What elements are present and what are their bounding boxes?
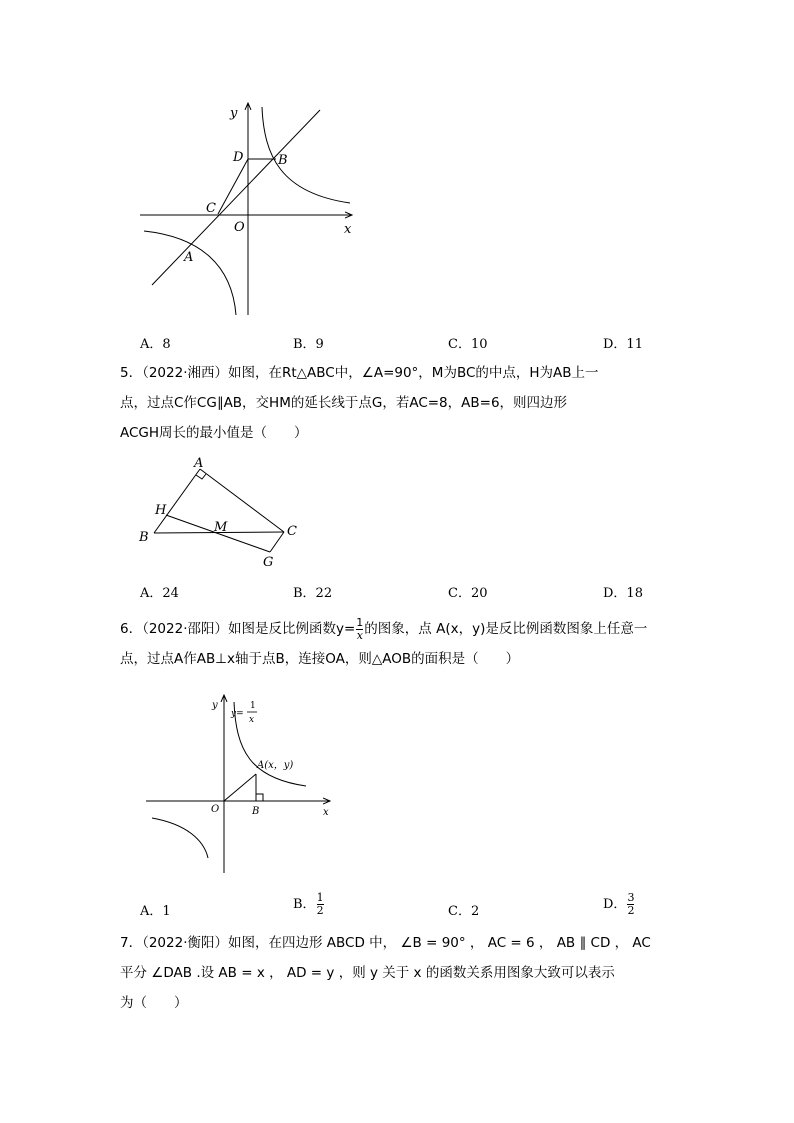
q6-option-b-den: 2 xyxy=(316,904,324,917)
q4-option-d[interactable]: D．11 xyxy=(603,337,643,352)
q5-line-3: ACGH周长的最小值是（ ） xyxy=(120,425,308,441)
q6-fraction xyxy=(356,617,363,642)
q6-option-c[interactable]: C．2 xyxy=(448,904,480,919)
q5-line-1: 5．（2022·湘西）如图，在Rt△ABC中，∠A=90°，M为BC的中点，H为AB上一 xyxy=(120,365,599,381)
q6-frac-den: x xyxy=(356,628,363,642)
q5-option-d[interactable]: D．18 xyxy=(603,586,643,601)
q7-line-1: 7．（2022·衡阳）如图，在四边形 ABCD 中， ∠B = 90° ， AC = 6 ， AB ∥ CD ， AC xyxy=(120,935,651,951)
q5-option-b[interactable]: B．22 xyxy=(293,586,333,601)
label-c: C xyxy=(287,524,297,539)
label-a: A xyxy=(184,250,194,265)
right-angle-marker xyxy=(256,794,263,801)
label-y: y xyxy=(230,106,238,121)
label-b: B xyxy=(139,530,149,545)
label-eq-den: x xyxy=(249,715,255,725)
q6-line-2: 点，过点A作AB⊥x轴于点B，连接OA，则△AOB的面积是（ ） xyxy=(120,651,520,667)
label-eq-lhs: y= xyxy=(231,709,244,719)
q5-stem xyxy=(120,358,680,448)
q4-option-a[interactable]: A．8 xyxy=(140,337,171,352)
q4-option-b[interactable]: B．9 xyxy=(293,337,324,352)
q6-line-1 xyxy=(120,614,680,644)
q6-option-d-den: 2 xyxy=(627,904,635,917)
q6-stem xyxy=(120,614,680,674)
label-b: B xyxy=(278,153,288,168)
label-o: O xyxy=(211,804,220,815)
label-h: H xyxy=(155,503,167,518)
label-d: D xyxy=(233,150,244,165)
label-x: x xyxy=(323,807,329,818)
label-m: M xyxy=(214,520,228,535)
q7-stem xyxy=(120,928,680,1018)
hyperbola-lower-branch xyxy=(144,231,236,315)
hyperbola-upper-branch xyxy=(262,107,350,203)
q4-figure xyxy=(130,95,370,325)
q6-option-d-prefix: D． xyxy=(603,897,627,912)
q7-line-3: 为（ ） xyxy=(120,995,188,1011)
q6-option-d-num: 3 xyxy=(627,891,635,904)
segment-cg xyxy=(270,532,284,552)
label-c: C xyxy=(206,201,216,216)
q7-line-2: 平分 ∠DAB .设 AB = x ， AD = y ，则 y 关于 x 的函数关系用图象大致可以表示 xyxy=(120,965,615,981)
label-g: G xyxy=(263,555,274,570)
right-angle-marker xyxy=(196,474,206,479)
label-y: y xyxy=(212,700,218,711)
q5-option-a[interactable]: A．24 xyxy=(140,586,179,601)
segment-ac xyxy=(200,469,284,532)
q5-option-c[interactable]: C．20 xyxy=(448,586,488,601)
label-a: A xyxy=(194,456,204,471)
hyperbola-lower-branch xyxy=(152,818,208,858)
q6-frac-num: 1 xyxy=(356,615,364,629)
label-x: x xyxy=(344,222,352,237)
q6-option-b-num: 1 xyxy=(316,891,324,904)
q5-figure xyxy=(130,453,310,573)
q6-line-1-post: 的图象，点 A(x，y)是反比例函数图象上任意一 xyxy=(364,621,648,637)
hyperbola-upper-branch xyxy=(234,702,306,786)
q4-option-c[interactable]: C．10 xyxy=(448,337,488,352)
q6-option-a[interactable]: A．1 xyxy=(140,904,171,919)
line-ab xyxy=(152,110,320,285)
q6-line-1-pre: 6．（2022·邵阳）如图是反比例函数y= xyxy=(120,621,356,637)
label-o: O xyxy=(234,220,245,235)
segment-oa xyxy=(224,774,256,801)
q6-option-b-prefix: B． xyxy=(293,897,316,912)
label-b: B xyxy=(252,806,260,817)
segment-dc xyxy=(218,159,248,214)
q6-option-d[interactable] xyxy=(603,892,635,917)
q6-option-b-frac xyxy=(317,892,324,917)
q6-option-b[interactable] xyxy=(293,892,325,917)
label-eq-num: 1 xyxy=(250,701,256,711)
segment-ab xyxy=(154,469,200,533)
label-a: A(x，y) xyxy=(257,760,294,771)
q6-option-d-frac xyxy=(627,892,634,917)
q6-figure xyxy=(140,690,340,880)
q5-line-2: 点，过点C作CG∥AB，交HM的延长线于点G，若AC=8，AB=6，则四边形 xyxy=(120,395,568,411)
